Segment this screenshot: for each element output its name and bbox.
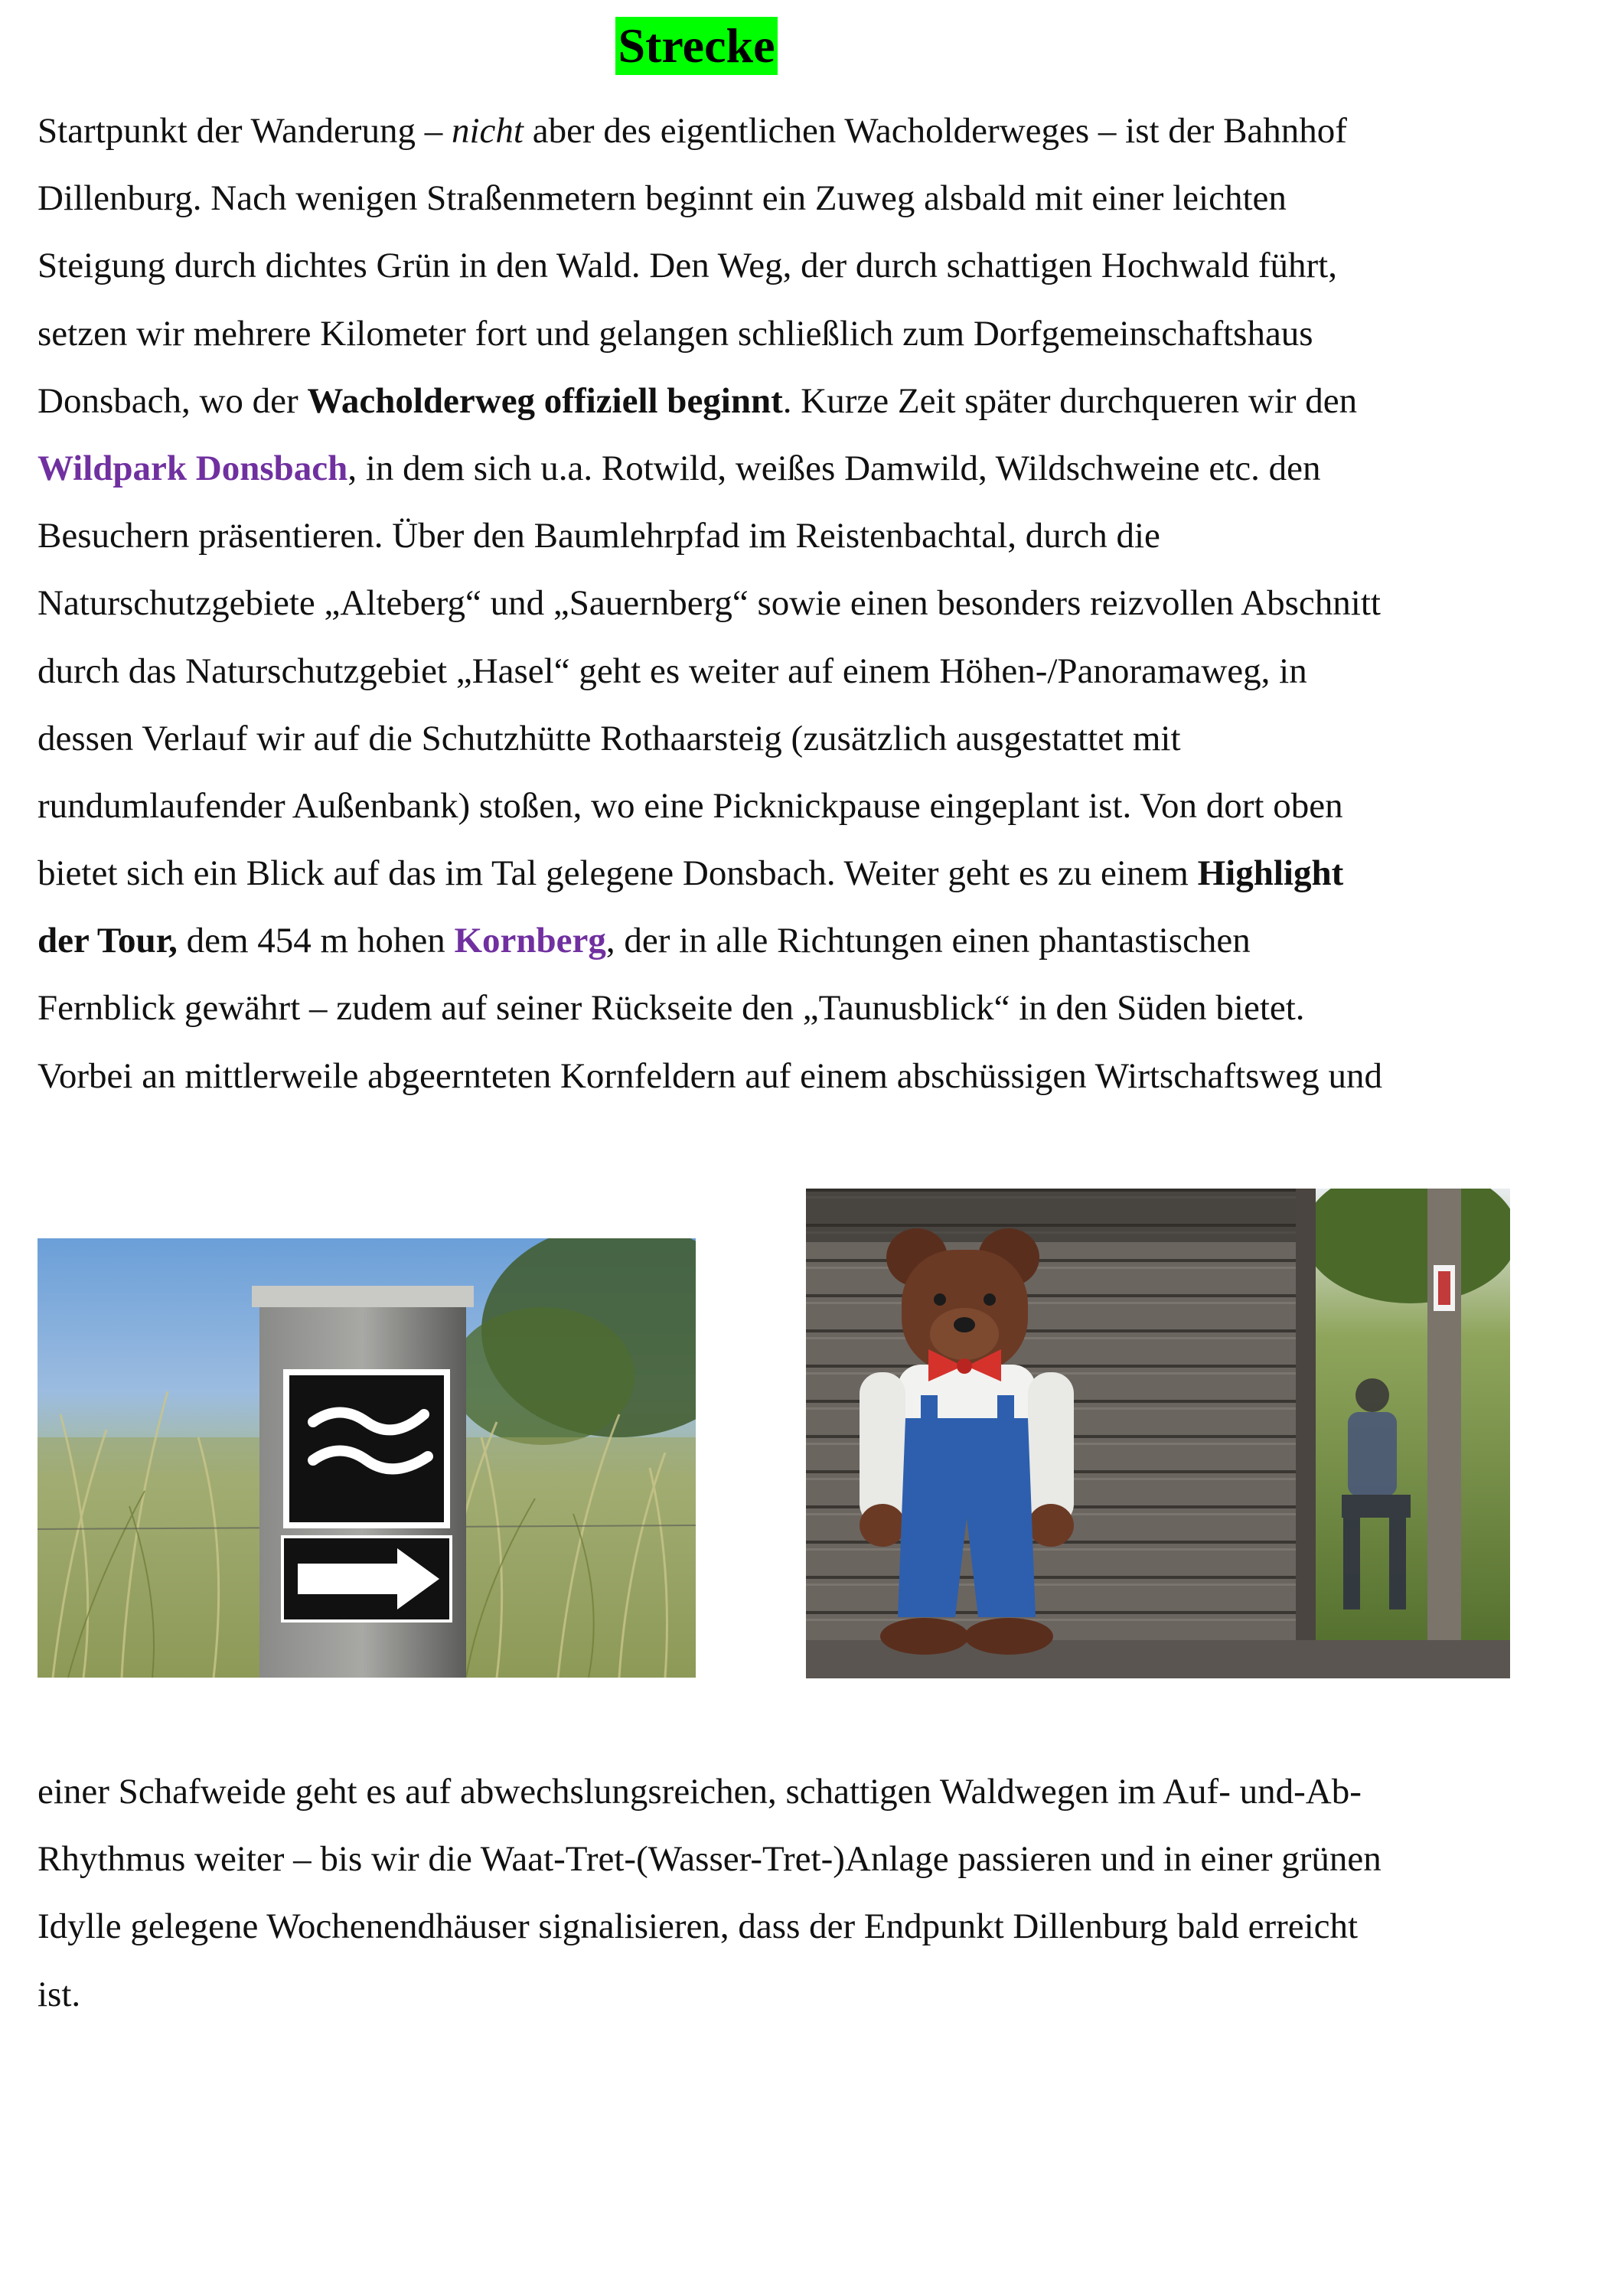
text-line: Startpunkt der Wanderung – nicht aber des eigentlichen Wacholderweges – ist der Bahnhof bbox=[38, 111, 1347, 151]
shelter-bear-illustration bbox=[806, 1189, 1510, 1678]
text-line: setzen wir mehrere Kilometer fort und gelangen schließlich zum Dorfgemeinschaftshaus bbox=[38, 313, 1313, 354]
text-line: Steigung durch dichtes Grün in den Wald. Den Weg, der durch schattigen Hochwald führt, bbox=[38, 246, 1337, 286]
text-line: Fernblick gewährt – zudem auf seiner Rückseite den „Taunusblick“ in den Süden bietet. bbox=[38, 988, 1305, 1029]
text-line: Rhythmus weiter – bis wir die Waat-Tret-(Wasser-Tret-)Anlage passieren und in einer grünen bbox=[38, 1839, 1382, 1880]
text-line: Vorbei an mittlerweile abgeernteten Kornfeldern auf einem abschüssigen Wirtschaftsweg und bbox=[38, 1055, 1382, 1096]
text-line: dessen Verlauf wir auf die Schutzhütte Rothaarsteig (zusätzlich ausgestattet mit bbox=[38, 718, 1181, 758]
paragraph-route-part-2 bbox=[38, 1758, 1576, 2028]
heading-wrapper bbox=[0, 17, 1393, 75]
text-line: rundumlaufender Außenbank) stoßen, wo eine Picknickpause eingeplant ist. Von dort oben bbox=[38, 785, 1343, 826]
link-wildpark-donsbach[interactable]: Wildpark Donsbach bbox=[38, 448, 348, 488]
link-kornberg[interactable]: Kornberg bbox=[454, 921, 606, 961]
text-line: Idylle gelegene Wochenendhäuser signalisieren, dass der Endpunkt Dillenburg bald erreicht bbox=[38, 1906, 1359, 1947]
text-line: Dillenburg. Nach wenigen Straßenmetern beginnt ein Zuweg alsbald mit einer leichten bbox=[38, 178, 1287, 219]
bold-der-tour: der Tour, bbox=[38, 921, 178, 961]
text-line: durch das Naturschutzgebiet „Hasel“ geht es weiter auf einem Höhen-/Panoramaweg, in bbox=[38, 651, 1307, 691]
trail-marker-illustration bbox=[38, 1238, 696, 1678]
paragraph-route-part-1 bbox=[38, 97, 1576, 1110]
text-line: einer Schafweide geht es auf abwechslungsreichen, schattigen Waldwegen im Auf- und-Ab- bbox=[38, 1772, 1362, 1812]
emphasis-nicht: nicht bbox=[451, 111, 524, 151]
text-line: Donsbach, wo der Wacholderweg offiziell beginnt. Kurze Zeit später durchqueren wir den bbox=[38, 380, 1358, 421]
bold-wacholderweg-start: Wacholderweg offiziell beginnt bbox=[307, 380, 783, 421]
text-line: Wildpark Donsbach, in dem sich u.a. Rotwild, weißes Damwild, Wildschweine etc. den bbox=[38, 448, 1321, 488]
bold-highlight: Highlight bbox=[1197, 853, 1344, 894]
photo-shelter-bear-figure bbox=[806, 1189, 1510, 1678]
text-line: ist. bbox=[38, 1974, 81, 2014]
text-line: Besuchern präsentieren. Über den Baumlehrpfad im Reistenbachtal, durch die bbox=[38, 516, 1160, 556]
text-line: Naturschutzgebiete „Alteberg“ und „Sauernberg“ sowie einen besonders reizvollen Abschnitt bbox=[38, 583, 1381, 624]
text-line: der Tour, dem 454 m hohen Kornberg, der in alle Richtungen einen phantastischen bbox=[38, 921, 1251, 961]
section-heading: Strecke bbox=[615, 17, 778, 75]
text-line: bietet sich ein Blick auf das im Tal gelegene Donsbach. Weiter geht es zu einem Highlight bbox=[38, 853, 1344, 894]
photo-trail-marker-post bbox=[38, 1238, 696, 1678]
